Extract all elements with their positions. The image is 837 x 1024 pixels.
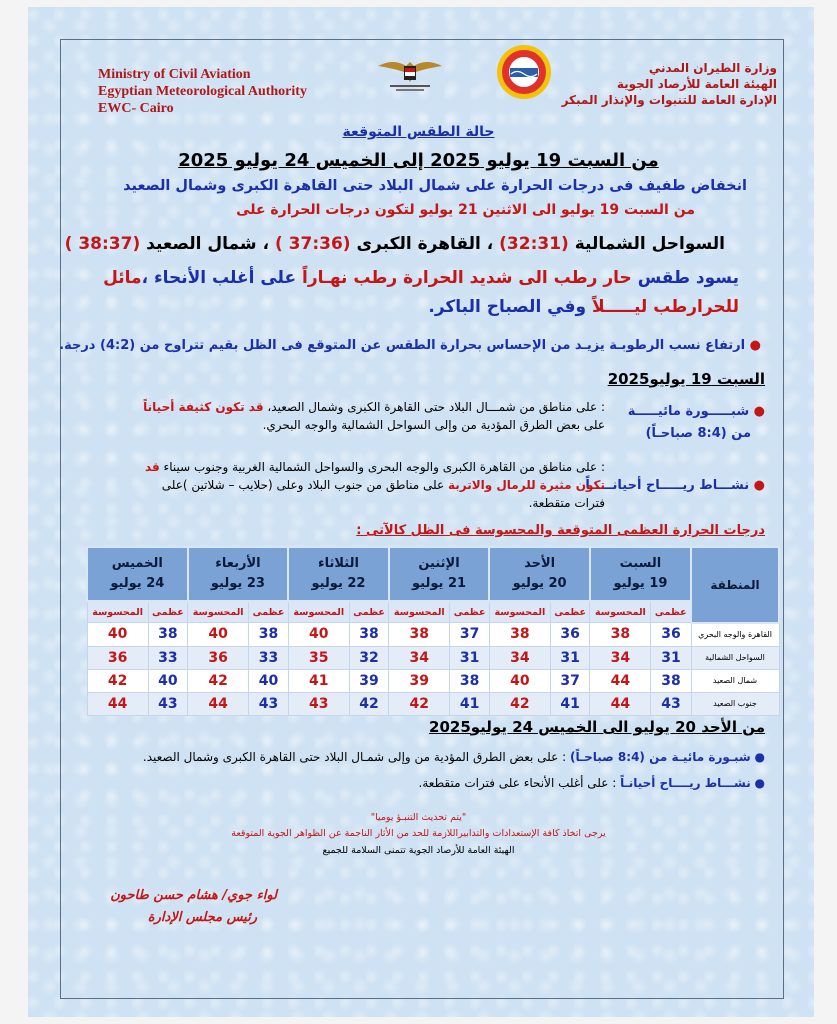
max-temp-cell: 38 xyxy=(651,669,691,692)
region-column-header: المنطقة xyxy=(691,547,779,623)
max-temp-header: عظمى xyxy=(349,601,388,623)
table-row xyxy=(87,692,779,715)
humidity-bullet: ● ارتفاع نسب الرطوبـة يزيـد من الإحساس بحرارة الطقس عن المتوقع فى الظل بقيم تتراوح من (4:2) درجة. xyxy=(59,338,761,353)
day-header-1 xyxy=(489,547,590,601)
day-name: الخميس xyxy=(111,556,163,571)
feels-like-cell: 40 xyxy=(489,669,550,692)
header-english xyxy=(98,66,307,117)
signatory-name: لواء جوي/ هشام حسن طاحون xyxy=(110,888,277,903)
safety-wish: الهيئة العامة للأرصاد الجوية تتمنى السلامة للجميع xyxy=(322,845,515,856)
region-cell: جنوب الصعيد xyxy=(691,692,779,715)
day-header-0 xyxy=(590,547,691,601)
max-temp-cell: 43 xyxy=(148,692,187,715)
day-header-3 xyxy=(288,547,389,601)
max-temp-header: عظمى xyxy=(249,601,288,623)
max-temp-header: عظمى xyxy=(651,601,691,623)
forecast-date-range: من السبت 19 يوليو 2025 إلى الخميس 24 يوليو 2025 xyxy=(178,150,659,171)
max-temp-cell: 38 xyxy=(450,669,489,692)
day-date: 20 يوليو xyxy=(512,576,567,591)
wind-label: ● نشـــاط ريـــــاح أحيانـــــاً xyxy=(585,478,765,493)
feels-like-cell: 40 xyxy=(87,623,148,647)
meteorological-authority-logo xyxy=(496,44,552,100)
fog-time: من (8:4 صباحـاً) xyxy=(645,426,751,441)
max-temp-cell: 37 xyxy=(550,669,589,692)
max-temp-cell: 31 xyxy=(450,646,489,669)
feels-like-cell: 41 xyxy=(288,669,349,692)
day-name: الأربعاء xyxy=(215,556,261,571)
feels-like-cell: 44 xyxy=(590,692,651,715)
day-header-2 xyxy=(389,547,490,601)
feels-like-cell: 34 xyxy=(489,646,550,669)
day-name: الثلاثاء xyxy=(318,556,359,571)
table-row xyxy=(87,646,779,669)
temperature-table xyxy=(86,546,780,716)
max-temp-cell: 36 xyxy=(550,623,589,647)
ministry-name-ar: وزارة الطيران المدني xyxy=(648,61,777,75)
wind-description: : على مناطق من القاهرة الكبرى والوجه البحرى والسواحل الشمالية الغربية وجنوب سيناء قد تكون مثيرة للرمال والاتربة على مناطق من جنوب البلاد وعلى (حلايب – شلاتين )على فترات متقطعة. xyxy=(144,460,605,510)
day-date: 24 يوليو xyxy=(110,576,165,591)
feels-like-cell: 36 xyxy=(188,646,249,669)
table-row xyxy=(87,623,779,647)
day-date: 22 يوليو xyxy=(311,576,366,591)
feels-like-header: المحسوسة xyxy=(288,601,349,623)
bullet-dot: ● xyxy=(750,750,765,764)
feels-like-cell: 38 xyxy=(590,623,651,647)
feels-like-cell: 34 xyxy=(389,646,450,669)
max-temp-cell: 42 xyxy=(349,692,388,715)
feels-like-header: المحسوسة xyxy=(188,601,249,623)
saturday-title: السبت 19 يوليو2025 xyxy=(607,370,765,388)
bullet-dot: ● xyxy=(750,776,765,790)
max-temp-cell: 40 xyxy=(249,669,288,692)
bullet-dot: ● xyxy=(745,338,761,353)
day-name: الأحد xyxy=(524,556,556,571)
day-date: 23 يوليو xyxy=(210,576,265,591)
fog-label: ● شبـــــورة مائيـــــة xyxy=(627,404,765,419)
regional-temperatures: السواحل الشمالية (32:31) ، القاهرة الكبرى (37:36 ) ، شمال الصعيد (38:37 ) xyxy=(64,234,725,254)
fog-description: : على مناطق من شمـــال البلاد حتى القاهرة الكبرى وشمال الصعيد، قد تكون كثيفة أحياناً على بعض الطرق المؤدية من وإلى السواحل الشمالية والوجه البحري. xyxy=(143,400,605,432)
max-temp-cell: 36 xyxy=(651,623,691,647)
ministry-name: Ministry of Civil Aviation xyxy=(98,67,251,82)
feels-like-cell: 44 xyxy=(87,692,148,715)
max-temp-cell: 38 xyxy=(148,623,187,647)
feels-like-header: المحسوسة xyxy=(389,601,450,623)
bulletin-subtitle: حالة الطقس المتوقعة xyxy=(342,124,495,140)
feels-like-header: المحسوسة xyxy=(87,601,148,623)
weather-description: يسود طقس حار رطب الى شديد الحرارة رطب نهـاراً على أغلب الأنحاء ،مائل للحرارطب ليـــــلاً وفي الصباح الباكر. xyxy=(103,268,739,317)
day-date: 21 يوليو xyxy=(412,576,467,591)
feels-like-cell: 42 xyxy=(489,692,550,715)
max-temp-header: عظمى xyxy=(450,601,489,623)
max-temp-cell: 41 xyxy=(450,692,489,715)
max-temp-cell: 32 xyxy=(349,646,388,669)
authority-name: Egyptian Meteorological Authority xyxy=(98,84,307,99)
feels-like-cell: 40 xyxy=(288,623,349,647)
feels-like-cell: 38 xyxy=(389,623,450,647)
feels-like-cell: 44 xyxy=(590,669,651,692)
signatory-title: رئيس مجلس الإدارة xyxy=(147,910,257,925)
temperature-trend: انخفاض طفيف فى درجات الحرارة على شمال البلاد حتى القاهرة الكبرى وشمال الصعيد xyxy=(123,178,747,194)
temperature-period: من السبت 19 يوليو الى الاثنين 21 يوليو لتكون درجات الحرارة على xyxy=(236,202,695,218)
aviation-eagle-logo xyxy=(376,52,444,96)
max-temp-cell: 40 xyxy=(148,669,187,692)
daily-update-note: "يتم تحديث التنبـؤ يوميا" xyxy=(370,812,467,823)
day-name: الإثنين xyxy=(418,556,460,571)
feels-like-cell: 34 xyxy=(590,646,651,669)
table-row xyxy=(87,669,779,692)
max-temp-header: عظمى xyxy=(148,601,187,623)
bullet-dot: ● xyxy=(749,478,765,493)
feels-like-cell: 38 xyxy=(489,623,550,647)
max-temp-cell: 43 xyxy=(651,692,691,715)
max-temp-cell: 41 xyxy=(550,692,589,715)
max-temp-cell: 39 xyxy=(349,669,388,692)
region-cell: السواحل الشمالية xyxy=(691,646,779,669)
max-temp-cell: 31 xyxy=(550,646,589,669)
authority-name-ar: الهيئة العامة للأرصاد الجوية xyxy=(616,77,777,91)
feels-like-cell: 44 xyxy=(188,692,249,715)
center-name: EWC- Cairo xyxy=(98,101,174,116)
max-temp-cell: 33 xyxy=(148,646,187,669)
feels-like-cell: 35 xyxy=(288,646,349,669)
precaution-advice: يرجى اتخاذ كافة الإستعدادات والتدابيراللازمة للحد من الأثار الناجمة عن الظواهر الجوية المتوقعة xyxy=(231,828,606,839)
day-name: السبت xyxy=(619,556,662,571)
max-temp-cell: 38 xyxy=(349,623,388,647)
wind-forecast-line: ● نشـــاط ريــــاح أحيانـاً : على أغلب الأنحاء على فترات متقطعة. xyxy=(418,776,765,790)
fog-forecast-line: ● شبـورة مائيـة من (8:4 صباحـاً) : على بعض الطرق المؤدية من وإلى شمـال البلاد حتى القاهرة الكبرى وشمال الصعيد. xyxy=(142,750,765,764)
feels-like-cell: 39 xyxy=(389,669,450,692)
region-cell: القاهرة والوجه البحري xyxy=(691,623,779,647)
max-temp-header: عظمى xyxy=(550,601,589,623)
feels-like-header: المحسوسة xyxy=(590,601,651,623)
temperature-table-title: درجات الحرارة العظمى المتوقعة والمحسوسة فى الظل كالآتى : xyxy=(356,523,765,538)
header-arabic xyxy=(562,60,777,108)
day-header-5 xyxy=(87,547,188,601)
max-temp-cell: 38 xyxy=(249,623,288,647)
max-temp-cell: 37 xyxy=(450,623,489,647)
max-temp-cell: 43 xyxy=(249,692,288,715)
feels-like-cell: 40 xyxy=(188,623,249,647)
feels-like-cell: 42 xyxy=(87,669,148,692)
max-temp-cell: 33 xyxy=(249,646,288,669)
day-date: 19 يوليو xyxy=(613,576,668,591)
feels-like-header: المحسوسة xyxy=(489,601,550,623)
feels-like-cell: 36 xyxy=(87,646,148,669)
bullet-dot: ● xyxy=(749,404,765,419)
department-name-ar: الإدارة العامة للتنبوات والإنذار المبكر xyxy=(561,93,777,107)
feels-like-cell: 42 xyxy=(188,669,249,692)
sunday-to-thursday-title: من الأحد 20 يوليو الى الخميس 24 يوليو2025 xyxy=(429,718,765,736)
day-header-4 xyxy=(188,547,289,601)
feels-like-cell: 43 xyxy=(288,692,349,715)
region-cell: شمال الصعيد xyxy=(691,669,779,692)
max-temp-cell: 31 xyxy=(651,646,691,669)
feels-like-cell: 42 xyxy=(389,692,450,715)
